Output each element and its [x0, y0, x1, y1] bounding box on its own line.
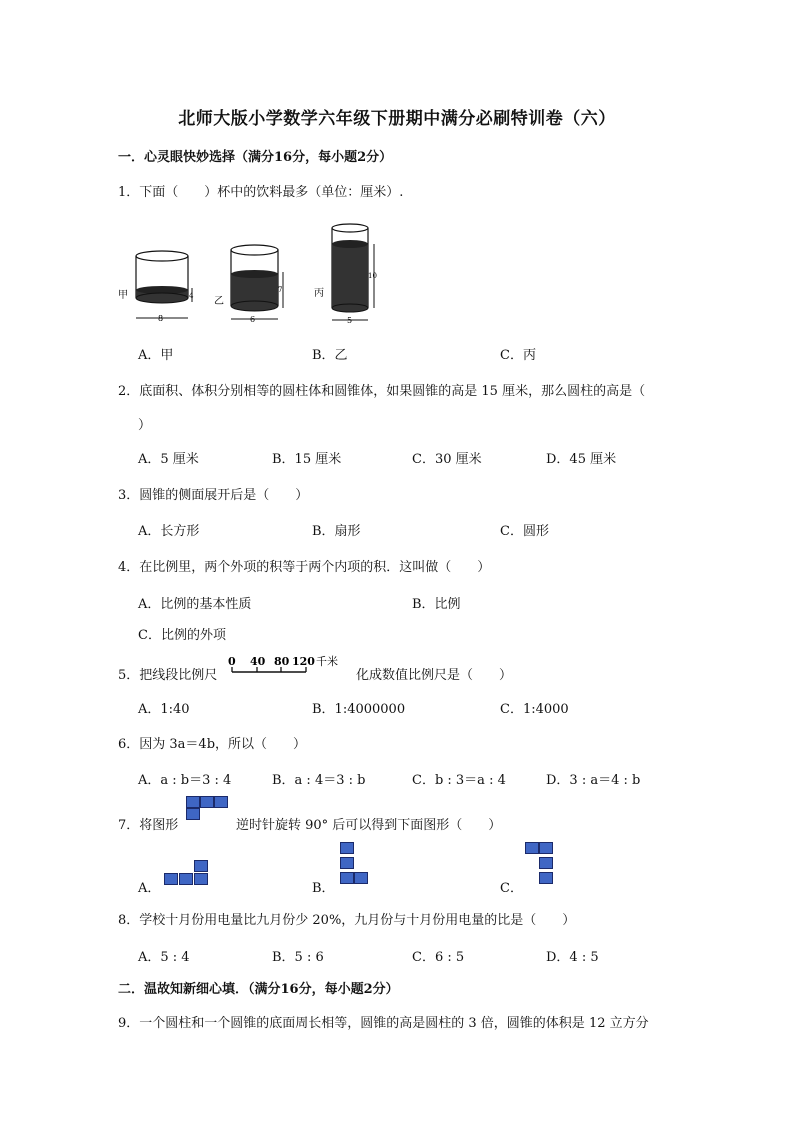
q6-option-b: B．a : 4＝3 : b	[272, 773, 366, 788]
cup-yi	[214, 245, 283, 324]
q5-option-a: A．1:40	[138, 702, 190, 717]
svg-text:千米: 千米	[316, 655, 338, 668]
q1-option-a: A．甲	[138, 348, 174, 363]
q7-option-c: C．	[500, 881, 523, 896]
source-shape	[186, 796, 232, 824]
svg-text:丙: 丙	[314, 288, 324, 299]
q7-option-a: A．	[138, 881, 161, 896]
q2-option-b: B．15 厘米	[272, 452, 342, 467]
q1-option-b: B．乙	[312, 348, 348, 363]
q5-option-b: B．1:4000000	[312, 702, 406, 717]
q3-option-a: A．长方形	[138, 524, 200, 539]
svg-text:甲: 甲	[118, 290, 128, 301]
svg-text:80: 80	[274, 655, 290, 668]
q2-option-d: D．45 厘米	[546, 452, 617, 467]
cup-bing	[314, 224, 377, 325]
svg-text:6: 6	[250, 315, 256, 324]
svg-text:4: 4	[189, 292, 194, 300]
question-4-text: 4．在比例里，两个外项的积等于两个内项的积．这叫做（ ）	[118, 560, 491, 575]
q1-option-c: C．丙	[500, 348, 536, 363]
svg-text:0: 0	[228, 655, 236, 668]
q3-option-b: B．扇形	[312, 524, 361, 539]
svg-text:10: 10	[368, 272, 377, 280]
cups-figure	[118, 216, 388, 328]
question-7-text-end: 逆时针旋转 90° 后可以得到下面图形（ ）	[236, 818, 502, 833]
section-heading-2: 二．温故知新细心填．（满分16分，每小题2分）	[118, 982, 399, 997]
q6-option-a: A．a : b＝3 : 4	[138, 773, 232, 788]
q2-option-c: C．30 厘米	[412, 452, 482, 467]
q8-option-d: D．4 : 5	[546, 950, 599, 965]
question-2-text-end: ）	[138, 418, 152, 433]
section-heading: 一．心灵眼快妙选择（满分16分，每小题2分）	[118, 150, 393, 165]
q6-option-d: D．3 : a＝4 : b	[546, 773, 641, 788]
q2-option-a: A．5 厘米	[138, 452, 199, 467]
question-7-text: 7．将图形	[118, 818, 179, 833]
q8-option-a: A．5 : 4	[138, 950, 190, 965]
question-8-text: 8．学校十月份用电量比九月份少 20%，九月份与十月份用电量的比是（ ）	[118, 913, 576, 928]
question-1-text: 1．下面（ ）杯中的饮料最多（单位：厘米）.	[118, 185, 404, 200]
q7-option-a-shape	[164, 860, 210, 888]
q3-option-c: C．圆形	[500, 524, 549, 539]
question-2-text: 2．底面积、体积分别相等的圆柱体和圆锥体，如果圆锥的高是 15 厘米，那么圆柱的高是（	[118, 384, 646, 399]
svg-text:5: 5	[347, 316, 353, 325]
question-5-text: 5．把线段比例尺	[118, 668, 218, 683]
q4-option-b: B．比例	[412, 597, 461, 612]
q4-option-a: A．比例的基本性质	[138, 597, 252, 612]
q8-option-b: B．5 : 6	[272, 950, 324, 965]
page-title: 北师大版小学数学六年级下册期中满分必刷特训卷（六）	[178, 109, 616, 129]
question-6-text: 6．因为 3a＝4b，所以（ ）	[118, 737, 307, 752]
q7-option-c-shape	[525, 842, 555, 888]
q5-option-c: C．1:4000	[500, 702, 569, 717]
question-5-text-end: 化成数值比例尺是（ ）	[356, 668, 513, 683]
svg-text:8: 8	[158, 314, 164, 323]
svg-text:40: 40	[250, 655, 266, 668]
svg-text:7: 7	[278, 286, 283, 294]
q6-option-c: C．b : 3＝a : 4	[412, 773, 506, 788]
q4-option-c: C．比例的外项	[138, 628, 226, 643]
svg-text:120: 120	[292, 655, 315, 668]
q7-option-b: B．	[312, 881, 335, 896]
cup-jia	[118, 251, 194, 323]
svg-text:乙: 乙	[214, 296, 224, 307]
question-3-text: 3．圆锥的侧面展开后是（ ）	[118, 488, 309, 503]
q8-option-c: C．6 : 5	[412, 950, 465, 965]
line-scale	[224, 654, 354, 682]
question-9-text: 9．一个圆柱和一个圆锥的底面周长相等，圆锥的高是圆柱的 3 倍，圆锥的体积是 12 立方分	[118, 1016, 649, 1031]
q7-option-b-shape	[340, 842, 370, 888]
